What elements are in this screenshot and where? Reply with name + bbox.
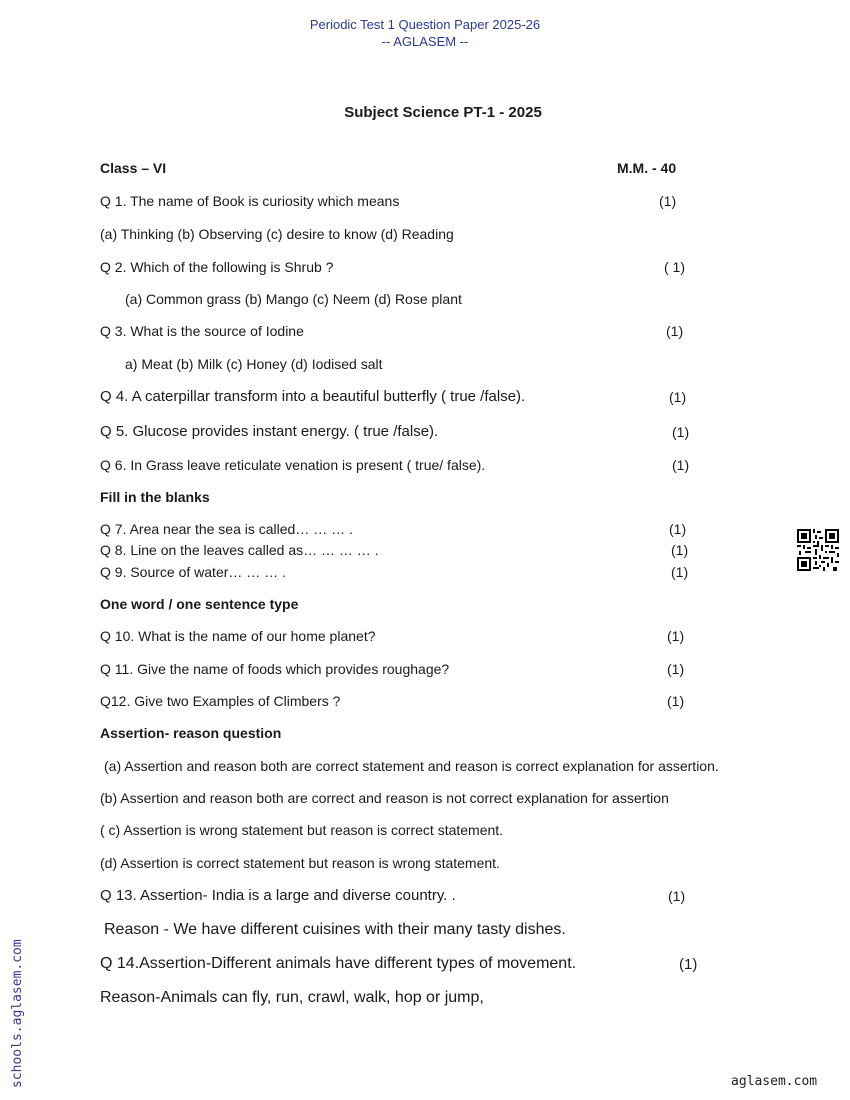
question-14-marks: (1): [679, 956, 698, 973]
question-12-marks: (1): [667, 693, 685, 709]
assertion-option-b: (b) Assertion and reason both are correct and reason is not correct explanation for assertion: [100, 790, 669, 806]
question-5: Q 5. Glucose provides instant energy. ( true /false).: [100, 423, 439, 440]
header-title: Periodic Test 1 Question Paper 2025-26: [309, 17, 541, 32]
question-11: Q 11. Give the name of foods which provides roughage?: [100, 661, 450, 677]
question-12: Q12. Give two Examples of Climbers ?: [100, 693, 341, 709]
question-9: Q 9. Source of water… … … .: [100, 564, 286, 580]
question-13: Q 13. Assertion- India is a large and diverse country. .: [100, 887, 456, 904]
question-6-marks: (1): [672, 457, 690, 473]
question-13-marks: (1): [668, 888, 686, 904]
footer-watermark: aglasem.com: [731, 1074, 818, 1089]
question-8-marks: (1): [671, 542, 689, 558]
class-label: Class – VI: [100, 160, 167, 176]
question-13-reason: Reason - We have different cuisines with their many tasty dishes.: [104, 921, 566, 938]
side-watermark: schools.aglasem.com: [10, 939, 25, 1088]
section-assertion: Assertion- reason question: [100, 725, 282, 741]
question-10-marks: (1): [667, 628, 685, 644]
assertion-option-d: (d) Assertion is correct statement but reason is wrong statement.: [100, 855, 500, 871]
section-fill-blanks: Fill in the blanks: [100, 489, 210, 505]
question-1-options: (a) Thinking (b) Observing (c) desire to know (d) Reading: [100, 226, 454, 242]
question-14-reason: Reason-Animals can fly, run, crawl, walk, hop or jump,: [100, 989, 484, 1006]
question-4: Q 4. A caterpillar transform into a beautiful butterfly ( true /false).: [100, 388, 526, 405]
question-9-marks: (1): [671, 564, 689, 580]
question-5-marks: (1): [672, 424, 690, 440]
paper-title: Subject Science PT-1 - 2025: [344, 104, 542, 121]
section-one-word: One word / one sentence type: [100, 596, 299, 612]
question-8: Q 8. Line on the leaves called as… … … … .: [100, 542, 379, 558]
max-marks: M.M. - 40: [617, 160, 677, 176]
question-4-marks: (1): [669, 389, 687, 405]
qr-code-icon: [797, 529, 839, 571]
question-11-marks: (1): [667, 661, 685, 677]
question-2-marks: ( 1): [664, 259, 685, 275]
question-2-options: (a) Common grass (b) Mango (c) Neem (d) Rose plant: [125, 291, 462, 307]
question-1-marks: (1): [659, 193, 677, 209]
assertion-option-c: ( c) Assertion is wrong statement but reason is correct statement.: [100, 822, 504, 838]
question-1: Q 1. The name of Book is curiosity which means: [100, 193, 400, 209]
question-7: Q 7. Area near the sea is called… … … .: [100, 521, 353, 537]
question-14: Q 14.Assertion-Different animals have different types of movement.: [100, 955, 577, 972]
question-3-marks: (1): [666, 323, 684, 339]
question-2: Q 2. Which of the following is Shrub ?: [100, 259, 334, 275]
header-brand: -- AGLASEM --: [381, 34, 469, 49]
question-3-options: a) Meat (b) Milk (c) Honey (d) Iodised salt: [125, 356, 383, 372]
question-10: Q 10. What is the name of our home planet?: [100, 628, 376, 644]
assertion-option-a: (a) Assertion and reason both are correct statement and reason is correct explanation for assertion.: [104, 758, 719, 774]
question-6: Q 6. In Grass leave reticulate venation is present ( true/ false).: [100, 457, 486, 473]
question-7-marks: (1): [669, 521, 687, 537]
question-3: Q 3. What is the source of Iodine: [100, 323, 304, 339]
